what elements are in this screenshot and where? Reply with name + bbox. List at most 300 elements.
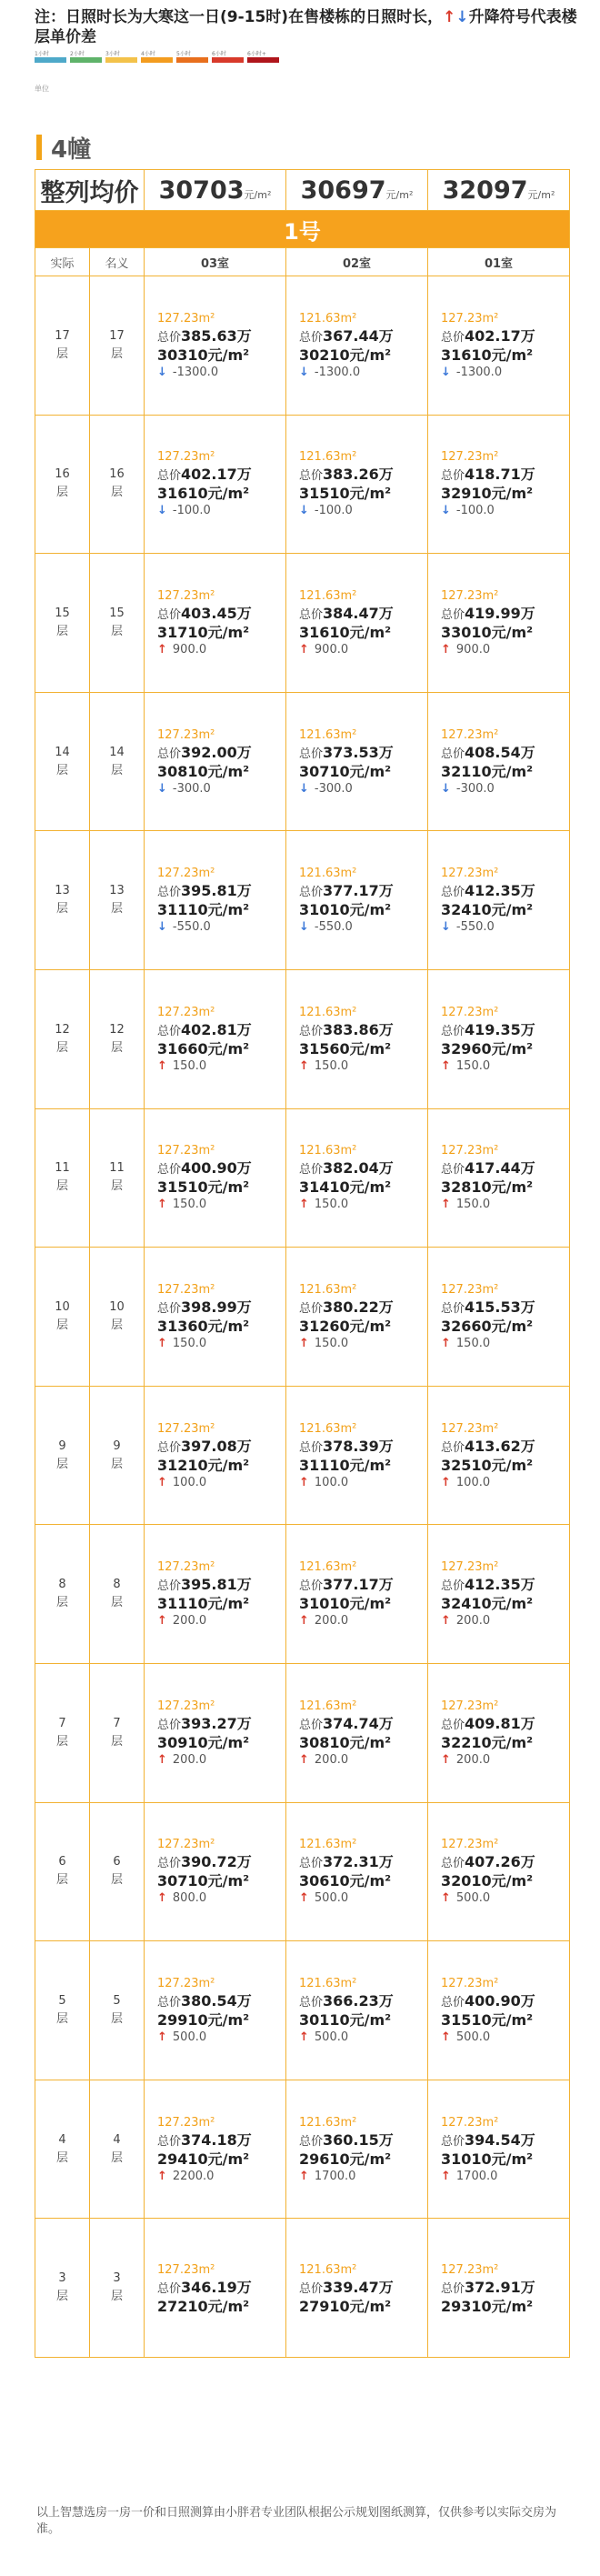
unit-cell — [145, 692, 286, 831]
unit-price: 31660元/m² — [157, 1039, 250, 1057]
unit-price: 30810元/m² — [157, 762, 250, 780]
price-diff — [441, 780, 569, 797]
price-diff — [157, 2168, 285, 2185]
floor-layer-label: 层 — [55, 1179, 68, 1194]
header-nominal: 名义 — [90, 248, 145, 276]
legend-label: 3小时 — [105, 51, 120, 57]
total-value: 384.47万 — [323, 604, 394, 622]
floor-layer-label: 层 — [55, 1318, 68, 1332]
price-diff — [157, 1612, 285, 1629]
down-arrow-icon: ↓ — [299, 365, 309, 379]
up-arrow-icon: ↑ — [443, 8, 456, 26]
unit-area: 127.23m² — [441, 1282, 499, 1297]
unit-title-row — [35, 211, 570, 248]
unit-cell — [428, 2080, 570, 2219]
unit-price: 31610元/m² — [441, 346, 534, 364]
floor-number: 8 — [113, 1578, 121, 1592]
unit-cell — [145, 2080, 286, 2219]
price-diff-value: 900.0 — [172, 642, 207, 657]
price-diff-value: 150.0 — [172, 1336, 207, 1350]
price-diff-value: 500.0 — [172, 2030, 207, 2044]
total-prefix: 总价 — [299, 1857, 324, 1871]
unit-cell — [286, 1525, 428, 1664]
unit-area: 121.63m² — [299, 1976, 357, 1990]
unit-area: 121.63m² — [299, 1699, 357, 1713]
unit-area: 121.63m² — [299, 1421, 357, 1436]
legend-item — [247, 51, 279, 64]
floor-row — [35, 415, 570, 554]
price-diff-value: 200.0 — [455, 1614, 491, 1629]
floor-layer-label: 层 — [55, 1873, 68, 1888]
price-diff-value: -300.0 — [172, 781, 211, 796]
unit-total — [157, 744, 285, 763]
unit-price: 31560元/m² — [299, 1039, 392, 1057]
unit-cell — [286, 1108, 428, 1248]
unit-cell — [286, 969, 428, 1108]
price-diff-value: 150.0 — [455, 1198, 491, 1212]
total-value: 402.17万 — [181, 466, 252, 484]
unit-price: 32410元/m² — [441, 901, 534, 919]
unit-total — [441, 605, 569, 624]
total-value: 382.04万 — [323, 1159, 394, 1178]
total-prefix: 总价 — [441, 469, 465, 484]
floor-row — [35, 969, 570, 1108]
unit-total — [299, 882, 427, 901]
total-value: 395.81万 — [181, 882, 252, 900]
price-diff-value: 900.0 — [314, 642, 349, 657]
unit-cell — [145, 2219, 286, 2358]
down-arrow-icon: ↓ — [157, 781, 167, 796]
header-actual: 实际 — [35, 248, 90, 276]
price-diff — [299, 641, 427, 658]
floor-layer-label: 层 — [110, 2290, 123, 2304]
total-prefix: 总价 — [157, 1163, 182, 1178]
total-prefix: 总价 — [157, 1718, 182, 1732]
price-diff — [157, 364, 285, 381]
unit-area: 127.23m² — [441, 2262, 499, 2277]
total-prefix: 总价 — [157, 1995, 182, 2010]
unit-price: 31710元/m² — [157, 623, 250, 641]
total-value: 390.72万 — [181, 1853, 252, 1871]
floor-number: 5 — [58, 1993, 66, 2008]
unit-total — [299, 327, 427, 346]
unit-cell — [286, 415, 428, 554]
price-diff — [441, 364, 569, 381]
unit-price: 32960元/m² — [441, 1039, 534, 1057]
down-arrow-icon: ↓ — [441, 781, 451, 796]
price-diff-value: -550.0 — [455, 920, 495, 935]
total-prefix: 总价 — [157, 1579, 182, 1594]
unit-total — [157, 882, 285, 901]
up-arrow-icon: ↑ — [157, 2030, 167, 2044]
unit-area: 127.23m² — [157, 311, 215, 326]
avg-value-03-number: 30703 — [158, 175, 245, 205]
unit-cell — [286, 1802, 428, 1941]
unit-area: 121.63m² — [299, 588, 357, 603]
unit-cell — [145, 1941, 286, 2080]
unit-cell — [428, 969, 570, 1108]
up-arrow-icon: ↑ — [157, 1336, 167, 1350]
unit-cell — [145, 831, 286, 970]
unit-cell — [286, 1663, 428, 1802]
unit-price: 31410元/m² — [299, 1178, 392, 1197]
building-header — [36, 135, 92, 164]
unit-area: 127.23m² — [157, 588, 215, 603]
price-diff — [299, 1196, 427, 1213]
total-value: 383.86万 — [323, 1020, 394, 1038]
price-diff-value: 2200.0 — [172, 2169, 215, 2183]
floor-row — [35, 831, 570, 970]
floor-layer-label: 层 — [110, 902, 123, 917]
unit-price: 31110元/m² — [157, 901, 250, 919]
total-value: 380.54万 — [181, 1991, 252, 2010]
avg-value-01 — [428, 170, 570, 211]
price-diff — [441, 1751, 569, 1769]
up-arrow-icon: ↑ — [157, 1752, 167, 1767]
unit-price: 32410元/m² — [441, 1595, 534, 1613]
price-diff-value: 900.0 — [455, 642, 491, 657]
floor-number: 17 — [109, 328, 125, 343]
total-prefix: 总价 — [441, 2281, 465, 2296]
floor-nominal — [90, 1108, 145, 1248]
avg-label: 整列均价 — [35, 170, 145, 211]
price-diff-value: 200.0 — [314, 1614, 349, 1629]
avg-unit: 元/m² — [244, 188, 272, 201]
unit-price: 30810元/m² — [299, 1733, 392, 1751]
unit-cell — [145, 1386, 286, 1525]
floor-layer-label: 层 — [110, 1873, 123, 1888]
up-arrow-icon: ↑ — [299, 1614, 309, 1629]
legend-label: 6小时+ — [247, 51, 266, 57]
unit-total — [299, 1715, 427, 1734]
floor-row — [35, 1663, 570, 1802]
avg-unit: 元/m² — [527, 188, 555, 201]
legend-item — [70, 51, 102, 64]
unit-cell — [286, 1248, 428, 1387]
unit-price: 32810元/m² — [441, 1178, 534, 1197]
floor-actual — [35, 1386, 90, 1525]
total-prefix: 总价 — [441, 1301, 465, 1316]
total-prefix: 总价 — [299, 1579, 324, 1594]
unit-total — [441, 744, 569, 763]
total-value: 419.35万 — [465, 1020, 535, 1038]
floor-layer-label: 层 — [55, 346, 68, 361]
floor-number: 11 — [109, 1161, 125, 1176]
floor-actual — [35, 1108, 90, 1248]
unit-price: 31510元/m² — [299, 485, 392, 503]
unit-area: 127.23m² — [157, 1421, 215, 1436]
price-diff-value: 500.0 — [455, 1891, 491, 1906]
floor-actual — [35, 2219, 90, 2358]
price-diff-value: 500.0 — [314, 2030, 349, 2044]
total-prefix: 总价 — [299, 607, 324, 622]
unit-cell — [428, 831, 570, 970]
unit-total — [299, 1159, 427, 1178]
price-diff-value: 200.0 — [172, 1614, 207, 1629]
up-arrow-icon: ↑ — [157, 1614, 167, 1629]
total-value: 385.63万 — [181, 326, 252, 345]
unit-area: 127.23m² — [157, 1282, 215, 1297]
unit-area: 127.23m² — [441, 588, 499, 603]
floor-number: 12 — [55, 1022, 70, 1037]
floor-actual — [35, 1248, 90, 1387]
price-diff-value: -300.0 — [455, 781, 495, 796]
legend-swatch — [247, 57, 279, 63]
floor-row — [35, 1802, 570, 1941]
unit-total — [157, 2131, 285, 2150]
total-value: 360.15万 — [323, 2130, 394, 2149]
price-diff-value: 800.0 — [172, 1891, 207, 1906]
total-value: 418.71万 — [465, 466, 535, 484]
avg-value-03 — [145, 170, 286, 211]
floor-layer-label: 层 — [110, 1318, 123, 1332]
unit-cell — [428, 1248, 570, 1387]
up-arrow-icon: ↑ — [157, 1198, 167, 1212]
total-prefix: 总价 — [299, 1163, 324, 1178]
floor-number: 17 — [55, 328, 70, 343]
total-value: 377.17万 — [323, 1576, 394, 1594]
up-arrow-icon: ↑ — [441, 1198, 451, 1212]
total-value: 373.53万 — [323, 743, 394, 761]
total-prefix: 总价 — [157, 1440, 182, 1455]
unit-price: 31210元/m² — [157, 1456, 250, 1474]
up-arrow-icon: ↑ — [441, 1058, 451, 1073]
floor-actual — [35, 2080, 90, 2219]
floor-number: 6 — [58, 1855, 66, 1869]
unit-price: 29410元/m² — [157, 2150, 250, 2168]
total-value: 372.91万 — [465, 2278, 535, 2296]
floor-actual — [35, 554, 90, 693]
price-diff-value: 500.0 — [455, 2030, 491, 2044]
down-arrow-icon: ↓ — [299, 781, 309, 796]
floor-layer-label: 层 — [110, 1179, 123, 1194]
floor-nominal — [90, 276, 145, 416]
total-value: 400.90万 — [181, 1159, 252, 1178]
total-prefix: 总价 — [299, 886, 324, 900]
down-arrow-icon: ↓ — [299, 920, 309, 935]
total-prefix: 总价 — [157, 607, 182, 622]
total-prefix: 总价 — [299, 469, 324, 484]
price-diff — [441, 2168, 569, 2185]
price-diff-value: -550.0 — [172, 920, 211, 935]
total-prefix: 总价 — [299, 2281, 324, 2296]
floor-layer-label: 层 — [55, 1596, 68, 1610]
unit-cell — [145, 1108, 286, 1248]
floor-layer-label: 层 — [110, 624, 123, 638]
avg-value-02 — [286, 170, 428, 211]
total-prefix: 总价 — [299, 747, 324, 761]
floor-nominal — [90, 2080, 145, 2219]
price-diff-value: 200.0 — [455, 1752, 491, 1767]
unit-area: 127.23m² — [157, 2115, 215, 2130]
unit-price: 27910元/m² — [299, 2297, 392, 2315]
unit-note: 单位 — [35, 85, 49, 93]
up-arrow-icon: ↑ — [157, 642, 167, 657]
price-diff — [157, 1751, 285, 1769]
unit-price: 32660元/m² — [441, 1317, 534, 1335]
unit-total — [441, 1159, 569, 1178]
unit-area: 127.23m² — [441, 1560, 499, 1575]
total-value: 419.99万 — [465, 604, 535, 622]
total-prefix: 总价 — [299, 1995, 324, 2010]
price-diff — [441, 1474, 569, 1491]
price-diff-value: 150.0 — [172, 1198, 207, 1212]
up-arrow-icon: ↑ — [299, 1752, 309, 1767]
unit-price: 30610元/m² — [299, 1872, 392, 1890]
unit-area: 121.63m² — [299, 727, 357, 742]
unit-area: 127.23m² — [157, 867, 215, 881]
floor-layer-label: 层 — [110, 763, 123, 777]
up-arrow-icon: ↑ — [157, 1058, 167, 1073]
unit-total — [299, 1853, 427, 1872]
unit-cell — [428, 415, 570, 554]
unit-total — [299, 466, 427, 485]
avg-unit: 元/m² — [385, 188, 414, 201]
total-prefix: 总价 — [441, 1579, 465, 1594]
total-value: 367.44万 — [323, 326, 394, 345]
floor-layer-label: 层 — [110, 1457, 123, 1471]
up-arrow-icon: ↑ — [441, 2030, 451, 2044]
unit-price: 31610元/m² — [157, 485, 250, 503]
price-diff-value: 200.0 — [314, 1752, 349, 1767]
total-value: 407.26万 — [465, 1853, 535, 1871]
unit-total — [441, 1853, 569, 1872]
legend-swatch — [212, 57, 244, 63]
price-diff-value: 100.0 — [314, 1475, 349, 1489]
unit-total — [441, 1438, 569, 1457]
up-arrow-icon: ↑ — [299, 1198, 309, 1212]
total-prefix: 总价 — [441, 1440, 465, 1455]
floor-number: 13 — [109, 884, 125, 898]
floor-nominal — [90, 969, 145, 1108]
price-diff-value: 200.0 — [172, 1752, 207, 1767]
price-diff-value: -100.0 — [314, 504, 353, 518]
up-arrow-icon: ↑ — [441, 1891, 451, 1906]
floor-number: 14 — [109, 745, 125, 759]
unit-cell — [428, 1108, 570, 1248]
total-prefix: 总价 — [157, 886, 182, 900]
floor-nominal — [90, 831, 145, 970]
total-value: 374.18万 — [181, 2130, 252, 2149]
floor-row — [35, 1525, 570, 1664]
unit-cell — [428, 1941, 570, 2080]
floor-actual — [35, 1941, 90, 2080]
total-value: 417.44万 — [465, 1159, 535, 1178]
unit-price: 29310元/m² — [441, 2297, 534, 2315]
legend-label: 5小时 — [176, 51, 191, 57]
total-prefix: 总价 — [441, 2134, 465, 2149]
price-diff — [157, 641, 285, 658]
price-diff — [157, 1057, 285, 1075]
unit-area: 127.23m² — [441, 1421, 499, 1436]
price-diff — [299, 1751, 427, 1769]
floor-number: 6 — [113, 1855, 121, 1869]
unit-price: 32510元/m² — [441, 1456, 534, 1474]
total-prefix: 总价 — [299, 330, 324, 345]
price-diff-value: 150.0 — [314, 1336, 349, 1350]
unit-total — [299, 2131, 427, 2150]
legend-item — [141, 51, 173, 64]
up-arrow-icon: ↑ — [299, 1336, 309, 1350]
footer-note: 以上智慧选房一房一价和日照测算由小胖君专业团队根据公示规划图纸测算，仅供参考以实际交房为准。 — [36, 2506, 557, 2536]
up-arrow-icon: ↑ — [441, 2169, 451, 2183]
price-diff — [299, 364, 427, 381]
unit-area: 127.23m² — [157, 1838, 215, 1852]
up-arrow-icon: ↑ — [299, 2030, 309, 2044]
unit-area: 127.23m² — [157, 1144, 215, 1158]
price-diff — [299, 1474, 427, 1491]
unit-total — [441, 1992, 569, 2011]
floor-nominal — [90, 1386, 145, 1525]
unit-total — [157, 327, 285, 346]
price-diff — [157, 1889, 285, 1907]
floor-nominal — [90, 554, 145, 693]
price-diff — [441, 1335, 569, 1352]
price-diff — [157, 918, 285, 936]
total-prefix: 总价 — [299, 1440, 324, 1455]
floor-nominal — [90, 1248, 145, 1387]
unit-cell — [286, 276, 428, 416]
unit-total — [157, 1159, 285, 1178]
unit-area: 121.63m² — [299, 1144, 357, 1158]
total-value: 383.26万 — [323, 466, 394, 484]
legend-label: 4小时 — [141, 51, 155, 57]
floor-number: 4 — [58, 2132, 66, 2147]
total-prefix: 总价 — [157, 2281, 182, 2296]
price-diff — [441, 1612, 569, 1629]
header-room-01: 01室 — [428, 248, 570, 276]
up-arrow-icon: ↑ — [441, 1475, 451, 1489]
floor-nominal — [90, 2219, 145, 2358]
legend-swatch — [176, 57, 208, 63]
price-diff-value: 150.0 — [314, 1058, 349, 1073]
legend-item — [35, 51, 66, 64]
unit-cell — [286, 2080, 428, 2219]
note-text — [35, 7, 580, 47]
floor-nominal — [90, 692, 145, 831]
down-arrow-icon: ↓ — [157, 504, 167, 518]
price-diff — [441, 918, 569, 936]
down-arrow-icon: ↓ — [299, 504, 309, 518]
floor-row — [35, 692, 570, 831]
floor-row — [35, 554, 570, 693]
floor-layer-label: 层 — [110, 1734, 123, 1749]
legend-item — [105, 51, 137, 64]
unit-price: 31510元/m² — [441, 2010, 534, 2029]
floor-number: 16 — [109, 467, 125, 482]
price-table — [35, 169, 570, 2358]
price-diff — [299, 780, 427, 797]
unit-cell — [428, 276, 570, 416]
total-value: 412.35万 — [465, 882, 535, 900]
floor-number: 4 — [113, 2132, 121, 2147]
unit-price: 33010元/m² — [441, 623, 534, 641]
avg-value-01-number: 32097 — [442, 175, 528, 205]
floor-row — [35, 276, 570, 416]
unit-price: 31260元/m² — [299, 1317, 392, 1335]
floor-number: 3 — [58, 2271, 66, 2286]
price-diff — [299, 918, 427, 936]
unit-price: 30210元/m² — [299, 346, 392, 364]
unit-cell — [428, 2219, 570, 2358]
unit-cell — [145, 1525, 286, 1664]
unit-cell — [145, 969, 286, 1108]
building-accent-bar — [36, 135, 42, 160]
unit-area: 121.63m² — [299, 2262, 357, 2277]
unit-cell — [145, 554, 286, 693]
up-arrow-icon: ↑ — [299, 1891, 309, 1906]
unit-total — [299, 1576, 427, 1595]
